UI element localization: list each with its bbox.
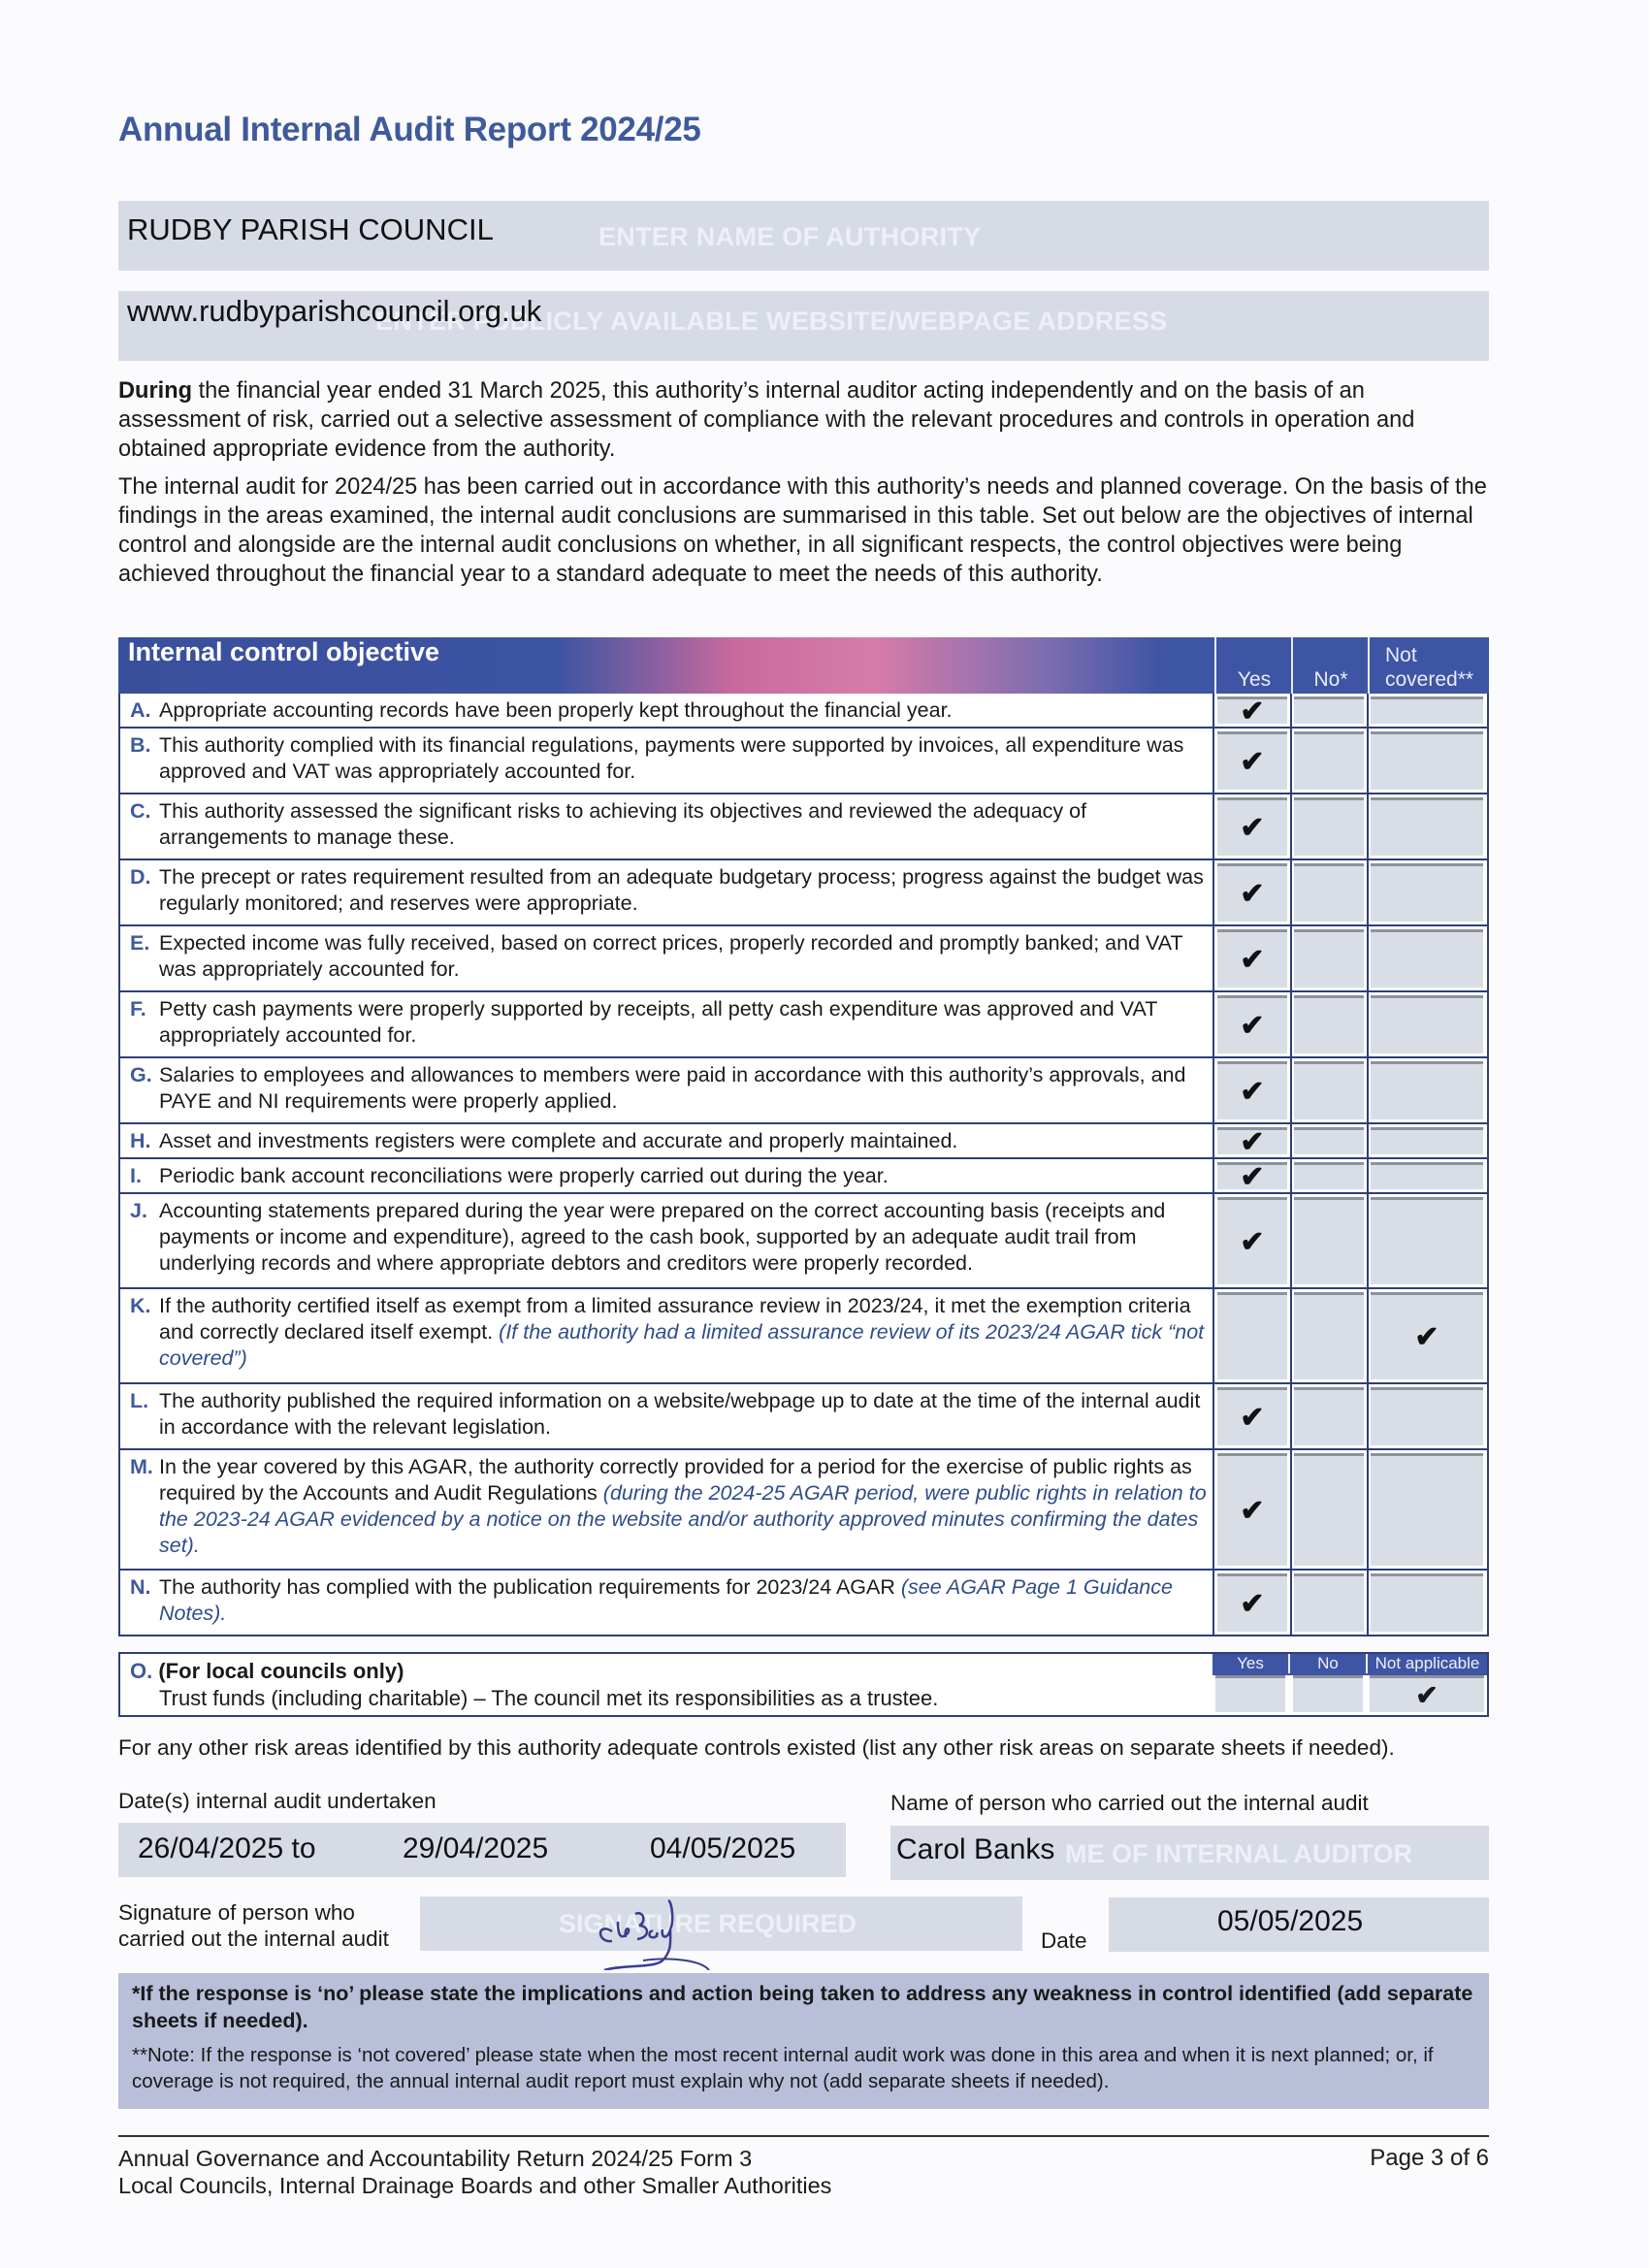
- row-o-header-yes: Yes: [1212, 1654, 1290, 1673]
- row-o-yes-checkbox[interactable]: [1215, 1675, 1285, 1712]
- objective-letter: N.: [130, 1575, 151, 1599]
- not-covered-note: **Note: If the response is ‘not covered’ please state when the most recent internal audit work was done in this area and when it is next planned; or, if coverage is not required, the annual internal audit report must explain why not (add separate sheets if needed).: [132, 2044, 1434, 2092]
- objective-body: The precept or rates requirement resulted from an adequate budgetary process; progress against the budget was regularly monitored; and reserves were appropriate.: [159, 865, 1204, 915]
- check-icon: ✔: [1240, 944, 1265, 976]
- authority-name-value: RUDBY PARISH COUNCIL: [127, 212, 494, 246]
- objective-body: Petty cash payments were properly supported by receipts, all petty cash expenditure was approved and VAT appropriately accounted for.: [159, 997, 1157, 1047]
- objective-content: [130, 1198, 1207, 1277]
- yes-checkbox[interactable]: [1217, 1292, 1287, 1379]
- audit-date-3: 04/05/2025: [650, 1832, 796, 1864]
- objective-content: [130, 1128, 1207, 1154]
- yes-checkbox[interactable]: [1217, 1573, 1287, 1632]
- row-o-trust-funds: [118, 1652, 1489, 1717]
- not-covered-checkbox[interactable]: [1371, 863, 1483, 922]
- page-number: Page 3 of 6: [1370, 2145, 1489, 2171]
- header-not-covered: [1368, 637, 1491, 694]
- table-row: [118, 1159, 1489, 1194]
- not-covered-checkbox[interactable]: [1371, 1292, 1483, 1379]
- row-o-text: [130, 1658, 938, 1712]
- header-yes: [1214, 637, 1292, 694]
- objective-letter: K.: [130, 1294, 151, 1317]
- not-covered-checkbox[interactable]: [1371, 1197, 1483, 1284]
- check-icon: ✔: [1240, 1588, 1265, 1620]
- yes-checkbox[interactable]: [1217, 1161, 1287, 1193]
- row-o-letter: O.: [130, 1659, 153, 1683]
- objective-letter: J.: [130, 1199, 147, 1222]
- objective-letter: L.: [130, 1389, 149, 1412]
- table-row: [118, 1571, 1489, 1636]
- no-checkbox[interactable]: [1294, 929, 1364, 988]
- objective-body: This authority assessed the significant risks to achieving its objectives and reviewed the adequacy of arrangements to manage these.: [159, 799, 1087, 849]
- objective-body: In the year covered by this AGAR, the authority correctly provided for a period for the exercise of public rights as required by the Accounts and Audit Regulations: [159, 1455, 1192, 1505]
- auditor-name-field[interactable]: [890, 1826, 1489, 1880]
- objective-text: [120, 729, 1214, 793]
- objective-text: [120, 1194, 1214, 1287]
- row-o-no-checkbox[interactable]: [1293, 1675, 1363, 1712]
- header-yes-label: Yes: [1237, 668, 1272, 691]
- check-icon: ✔: [1240, 1161, 1265, 1193]
- yes-checkbox[interactable]: [1217, 731, 1287, 790]
- signature-label-line2: carried out the internal audit: [118, 1927, 389, 1951]
- objective-text: [120, 794, 1214, 859]
- objective-body: Asset and investments registers were complete and accurate and properly maintained.: [159, 1129, 958, 1152]
- no-checkbox[interactable]: [1294, 1387, 1364, 1445]
- table-row: [118, 1384, 1489, 1450]
- yes-checkbox[interactable]: [1217, 929, 1287, 988]
- not-covered-checkbox[interactable]: [1371, 1387, 1483, 1445]
- intro-lead: During: [118, 378, 193, 404]
- objective-text: [120, 1384, 1214, 1448]
- audit-date-2: 29/04/2025: [403, 1832, 549, 1864]
- footer-divider: [118, 2135, 1489, 2137]
- yes-checkbox[interactable]: [1217, 1061, 1287, 1119]
- signature-placeholder: SIGNATURE REQUIRED: [559, 1909, 857, 1938]
- check-icon: ✔: [1240, 812, 1265, 844]
- objective-body: Salaries to employees and allowances to members were paid in accordance with this authority’s approvals, and PAYE and NI requirements were properly applied.: [159, 1063, 1186, 1113]
- objective-letter: E.: [130, 931, 150, 955]
- objective-content: [130, 732, 1207, 785]
- objective-letter: G.: [130, 1063, 152, 1086]
- objective-text: [120, 1159, 1214, 1192]
- website-placeholder: ENTER PUBLICLY AVAILABLE WEBSITE/WEBPAGE ADDRESS: [375, 307, 1168, 336]
- objective-content: [130, 930, 1207, 983]
- internal-control-table: [118, 637, 1489, 1636]
- objective-text: [120, 694, 1214, 727]
- no-checkbox[interactable]: [1294, 1292, 1364, 1379]
- auditor-name-label: Name of person who carried out the internal audit: [890, 1791, 1369, 1815]
- no-checkbox[interactable]: [1294, 1162, 1364, 1189]
- answer-boxes: [1214, 1289, 1487, 1382]
- no-checkbox[interactable]: [1294, 1453, 1364, 1566]
- website-field[interactable]: [118, 291, 1489, 361]
- response-notes: [118, 1973, 1489, 2109]
- objective-text: [120, 992, 1214, 1056]
- other-risk-statement: For any other risk areas identified by this authority adequate controls existed (list any other risk areas on separate sheets if needed).: [118, 1735, 1395, 1760]
- objective-letter: I.: [130, 1164, 142, 1187]
- objective-hint: (see AGAR Page 1 Guidance Notes).: [159, 1575, 1173, 1625]
- audit-date-start: 26/04/2025 to: [138, 1832, 316, 1864]
- no-checkbox[interactable]: [1294, 797, 1364, 856]
- answer-boxes: [1214, 992, 1487, 1056]
- no-checkbox[interactable]: [1294, 1061, 1364, 1119]
- yes-checkbox[interactable]: [1217, 995, 1287, 1053]
- footer-text: [118, 2145, 831, 2199]
- authority-name-placeholder: ENTER NAME OF AUTHORITY: [598, 222, 982, 251]
- objective-content: [130, 1454, 1207, 1559]
- signature-label: [118, 1899, 389, 1952]
- check-icon: ✔: [1240, 1495, 1265, 1527]
- table-row: [118, 1058, 1489, 1124]
- answer-boxes: [1214, 1159, 1487, 1192]
- table-row: [118, 1194, 1489, 1289]
- header-no: [1291, 637, 1369, 694]
- objective-content: [130, 1062, 1207, 1115]
- table-row: [118, 1124, 1489, 1159]
- objective-body: Appropriate accounting records have been properly kept throughout the financial year.: [159, 698, 953, 722]
- check-icon: ✔: [1240, 1010, 1265, 1042]
- not-covered-checkbox[interactable]: [1371, 1061, 1483, 1119]
- objective-letter: H.: [130, 1129, 151, 1152]
- objective-text: [120, 1289, 1214, 1382]
- auditor-name-placeholder: ME OF INTERNAL AUDITOR: [1065, 1839, 1413, 1868]
- answer-boxes: [1214, 1450, 1487, 1569]
- header-objective: Internal control objective: [128, 637, 440, 666]
- table-row: [118, 1289, 1489, 1384]
- audit-dates-label: Date(s) internal audit undertaken: [118, 1789, 436, 1813]
- authority-name-field[interactable]: [118, 201, 1489, 271]
- yes-checkbox[interactable]: [1217, 1197, 1287, 1284]
- not-covered-checkbox[interactable]: [1371, 1162, 1483, 1189]
- yes-checkbox[interactable]: [1217, 863, 1287, 922]
- table-row: [118, 794, 1489, 860]
- header-no-label: No*: [1313, 668, 1348, 691]
- check-icon: ✔: [1414, 1321, 1439, 1353]
- check-icon: ✔: [1415, 1680, 1439, 1710]
- footer-line-1: Annual Governance and Accountability Return 2024/25 Form 3: [118, 2146, 753, 2171]
- check-icon: ✔: [1240, 1076, 1265, 1108]
- header-nc-line1: Not: [1385, 644, 1417, 666]
- not-covered-checkbox[interactable]: [1371, 697, 1483, 724]
- objective-body: Accounting statements prepared during the year were prepared on the correct accounting basis (receipts and payments or income and expenditure), agreed to the cash book, supported by an adequate audit trail from underlying records and where appropriate debtors and creditors were properly recorded.: [159, 1199, 1166, 1275]
- row-o-header-no: No: [1290, 1654, 1368, 1673]
- objective-hint: (during the 2024-25 AGAR period, were public rights in relation to the 2023-24 AGAR evidenced by a notice on the website and/or authority approved minutes confirming the dates set).: [159, 1481, 1207, 1557]
- answer-boxes: [1214, 926, 1487, 990]
- row-o-body: Trust funds (including charitable) – The council met its responsibilities as a trustee.: [159, 1686, 939, 1710]
- objective-content: [130, 1388, 1207, 1441]
- page-title: Annual Internal Audit Report 2024/25: [118, 111, 701, 148]
- not-covered-checkbox[interactable]: [1371, 1573, 1483, 1632]
- objective-letter: M.: [130, 1455, 153, 1478]
- no-checkbox[interactable]: [1294, 1573, 1364, 1632]
- objective-body: If the authority certified itself as exempt from a limited assurance review in 2023/24, it met the exemption criteria and correctly declared itself exempt.: [159, 1294, 1191, 1344]
- intro-text: [118, 376, 1489, 598]
- table-row: [118, 860, 1489, 926]
- check-icon: ✔: [1240, 1226, 1265, 1258]
- objective-body: Expected income was fully received, based on correct prices, properly recorded and promptly banked; and VAT was appropriately accounted for.: [159, 931, 1183, 981]
- objective-body: The authority published the required information on a website/webpage up to date at the time of the internal audit in accordance with the relevant legislation.: [159, 1389, 1201, 1439]
- answer-boxes: [1214, 729, 1487, 793]
- no-response-note: *If the response is ‘no’ please state the implications and action being taken to address any weakness in control identified (add separate sheets if needed).: [132, 1982, 1473, 2032]
- objective-content: [130, 1574, 1207, 1627]
- check-icon: ✔: [1240, 878, 1265, 910]
- table-row: [118, 926, 1489, 992]
- objective-content: [130, 697, 1207, 724]
- yes-checkbox[interactable]: [1217, 1126, 1287, 1158]
- check-icon: ✔: [1240, 1126, 1265, 1158]
- no-checkbox[interactable]: [1294, 1127, 1364, 1154]
- answer-boxes: [1214, 1058, 1487, 1122]
- answer-boxes: [1214, 1571, 1487, 1635]
- yes-checkbox[interactable]: [1217, 1453, 1287, 1566]
- yes-checkbox[interactable]: [1217, 1387, 1287, 1445]
- objective-content: [130, 996, 1207, 1049]
- table-row: [118, 729, 1489, 794]
- footer-line-2: Local Councils, Internal Drainage Boards and other Smaller Authorities: [118, 2173, 832, 2198]
- table-header: [118, 637, 1489, 694]
- signature-label-line1: Signature of person who: [118, 1900, 355, 1925]
- row-o-title: (For local councils only): [158, 1659, 404, 1683]
- table-body: [118, 694, 1489, 1636]
- audit-dates-field[interactable]: [118, 1823, 846, 1877]
- not-covered-checkbox[interactable]: [1371, 995, 1483, 1053]
- check-icon: ✔: [1240, 696, 1265, 728]
- objective-content: [130, 1293, 1207, 1372]
- answer-boxes: [1214, 1384, 1487, 1448]
- not-covered-checkbox[interactable]: [1371, 1453, 1483, 1566]
- header-not-covered-label: [1370, 643, 1491, 692]
- answer-boxes: [1214, 1124, 1487, 1157]
- not-covered-checkbox[interactable]: [1371, 731, 1483, 790]
- objective-body: The authority has complied with the publication requirements for 2023/24 AGAR: [159, 1575, 895, 1599]
- objective-letter: B.: [130, 733, 151, 757]
- not-covered-checkbox[interactable]: [1371, 797, 1483, 856]
- no-checkbox[interactable]: [1294, 995, 1364, 1053]
- objective-content: [130, 798, 1207, 851]
- table-row: [118, 694, 1489, 729]
- yes-checkbox[interactable]: [1217, 696, 1287, 728]
- objective-text: [120, 1124, 1214, 1157]
- objective-letter: C.: [130, 799, 151, 823]
- row-o-headers: [1212, 1654, 1487, 1675]
- no-checkbox[interactable]: [1294, 1197, 1364, 1284]
- objective-content: [130, 864, 1207, 917]
- row-o-header-na: Not applicable: [1374, 1654, 1480, 1672]
- table-row: [118, 1450, 1489, 1571]
- objective-letter: A.: [130, 698, 151, 722]
- auditor-name-value: Carol Banks: [896, 1833, 1055, 1865]
- objective-hint: (If the authority had a limited assurance review of its 2023/24 AGAR tick “not covered”): [159, 1320, 1205, 1370]
- row-o-na-checkbox[interactable]: [1370, 1675, 1484, 1712]
- objective-text: [120, 860, 1214, 924]
- objective-content: [130, 1163, 1207, 1189]
- sign-date-value: 05/05/2025: [1217, 1905, 1364, 1937]
- sign-date-label: Date: [1041, 1928, 1087, 1953]
- answer-boxes: [1214, 1194, 1487, 1287]
- objective-body: Periodic bank account reconciliations were properly carried out during the year.: [159, 1164, 889, 1187]
- header-nc-line2: covered**: [1385, 668, 1474, 691]
- intro-paragraph-2: The internal audit for 2024/25 has been carried out in accordance with this authority’s needs and planned coverage. On the basis of the findings in the areas examined, the internal audit conclusions are summarised in this table. Set out below are the objectives of internal control and alongside are the internal audit conclusions on whether, in all significant respects, the control objectives were being achieved throughout the financial year to a standard adequate to meet the needs of this authority.: [118, 474, 1487, 587]
- objective-text: [120, 1571, 1214, 1635]
- answer-boxes: [1214, 794, 1487, 859]
- not-covered-checkbox[interactable]: [1371, 929, 1483, 988]
- answer-boxes: [1214, 694, 1487, 727]
- handwritten-signature: [585, 1883, 711, 1970]
- check-icon: ✔: [1240, 746, 1265, 778]
- no-checkbox[interactable]: [1294, 697, 1364, 724]
- answer-boxes: [1214, 860, 1487, 924]
- objective-text: [120, 1450, 1214, 1569]
- intro-paragraph-1: [118, 376, 1489, 464]
- sign-date-field[interactable]: [1109, 1897, 1489, 1952]
- signature-field[interactable]: [420, 1896, 1022, 1951]
- table-row: [118, 992, 1489, 1058]
- objective-letter: F.: [130, 997, 146, 1021]
- objective-letter: D.: [130, 865, 151, 889]
- no-checkbox[interactable]: [1294, 863, 1364, 922]
- website-value: www.rudbyparishcouncil.org.uk: [127, 294, 542, 328]
- no-checkbox[interactable]: [1294, 731, 1364, 790]
- objective-text: [120, 1058, 1214, 1122]
- intro-p1-body: the financial year ended 31 March 2025, this authority’s internal auditor acting independently and on the basis of an assessment of risk, carried out a selective assessment of compliance with the relevant procedures and controls in operation and obtained appropriate evidence from the authority.: [118, 378, 1415, 462]
- objective-body: This authority complied with its financial regulations, payments were supported by invoices, all expenditure was approved and VAT was appropriately accounted for.: [159, 733, 1184, 783]
- objective-text: [120, 926, 1214, 990]
- check-icon: ✔: [1240, 1402, 1265, 1434]
- not-covered-checkbox[interactable]: [1371, 1127, 1483, 1154]
- yes-checkbox[interactable]: [1217, 797, 1287, 856]
